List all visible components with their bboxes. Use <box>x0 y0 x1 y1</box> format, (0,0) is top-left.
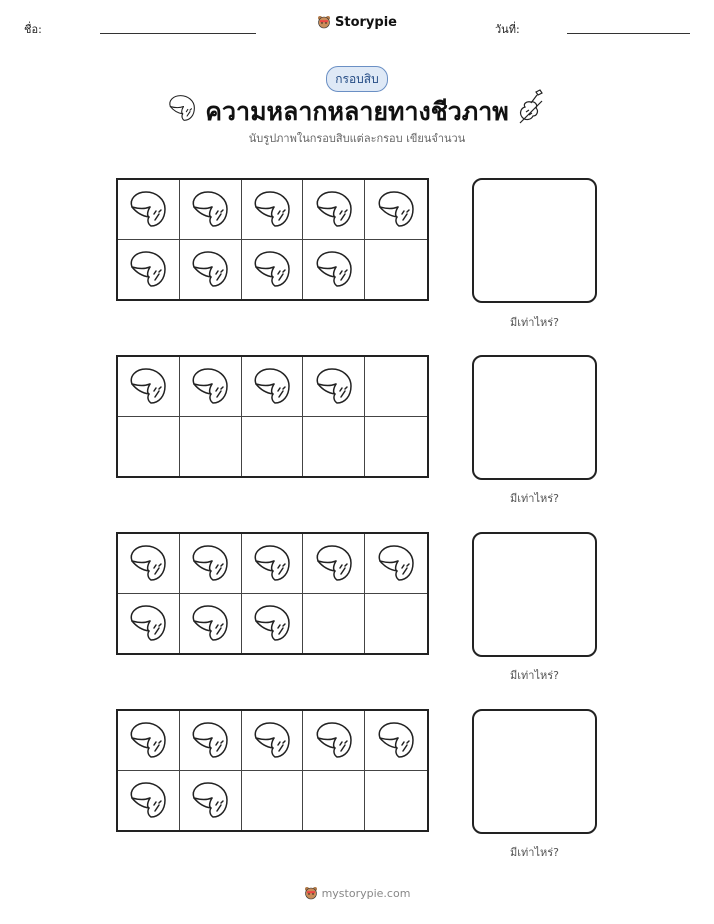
ten-frame-cell <box>242 711 304 771</box>
toucan-beak-icon <box>250 364 294 408</box>
how-many-label: มีเท่าไหร่? <box>510 316 559 329</box>
brand <box>0 14 714 33</box>
toucan-beak-icon <box>312 187 356 231</box>
bear-mascot-icon <box>317 15 331 29</box>
page-title: ความหลากหลายทางชีวภาพ <box>205 97 509 126</box>
ten-frame-cell <box>303 534 365 594</box>
answer-box[interactable] <box>472 532 597 657</box>
ten-frame-cell <box>303 711 365 771</box>
toucan-beak-icon <box>312 364 356 408</box>
toucan-beak-icon <box>250 601 294 645</box>
answer-box[interactable] <box>472 178 597 303</box>
toucan-beak-icon <box>374 541 418 585</box>
ten-frame-cell <box>180 711 242 771</box>
ten-frame <box>116 178 429 301</box>
ten-frame-cell <box>118 180 180 240</box>
ten-frame-cell <box>242 240 304 300</box>
footer <box>0 886 714 903</box>
toucan-beak-icon <box>374 187 418 231</box>
ten-frame-cell <box>303 594 365 654</box>
toucan-beak-icon <box>126 187 170 231</box>
date-line[interactable] <box>567 33 690 34</box>
ten-frame <box>116 532 429 655</box>
ten-frame-cell <box>365 417 427 477</box>
ten-frame-cell <box>303 771 365 831</box>
ten-frame-cell <box>180 534 242 594</box>
how-many-label: มีเท่าไหร่? <box>510 846 559 859</box>
ten-frame-cell <box>118 534 180 594</box>
how-many-label: มีเท่าไหร่? <box>510 669 559 682</box>
answer-box[interactable] <box>472 355 597 480</box>
toucan-beak-icon <box>312 541 356 585</box>
ten-frame-cell <box>118 711 180 771</box>
ten-frame-cell <box>303 417 365 477</box>
ten-frame-cell <box>303 180 365 240</box>
ten-frame-cell <box>180 417 242 477</box>
toucan-beak-icon <box>188 601 232 645</box>
violin-icon <box>516 89 546 125</box>
name-line[interactable] <box>100 33 256 34</box>
ten-frame-cell <box>365 771 427 831</box>
ten-frame-cell <box>118 357 180 417</box>
toucan-beak-icon <box>374 718 418 762</box>
toucan-beak-icon <box>188 187 232 231</box>
ten-frame-cell <box>365 594 427 654</box>
toucan-beak-icon <box>188 364 232 408</box>
ten-frame-cell <box>365 180 427 240</box>
topic-badge: กรอบสิบ <box>326 66 388 92</box>
toucan-beak-icon <box>250 541 294 585</box>
ten-frame-cell <box>365 534 427 594</box>
toucan-beak-icon <box>126 541 170 585</box>
date-label: วันที่: <box>495 23 520 36</box>
how-many-label: มีเท่าไหร่? <box>510 492 559 505</box>
ten-frame-cell <box>242 771 304 831</box>
footer-url: mystorypie.com <box>321 886 411 900</box>
toucan-beak-icon <box>126 778 170 822</box>
ten-frame-cell <box>365 240 427 300</box>
ten-frame-cell <box>180 771 242 831</box>
ten-frame-cell <box>118 594 180 654</box>
ten-frame <box>116 355 429 478</box>
toucan-beak-icon <box>126 364 170 408</box>
bear-mascot-icon <box>304 886 318 900</box>
toucan-beak-icon <box>312 718 356 762</box>
ten-frame-cell <box>242 180 304 240</box>
toucan-beak-icon <box>250 187 294 231</box>
instructions: นับรูปภาพในกรอบสิบแต่ละกรอบ เขียนจำนวน <box>248 132 466 145</box>
ten-frame-cell <box>242 417 304 477</box>
name-label: ชื่อ: <box>24 23 42 36</box>
ten-frame-cell <box>118 240 180 300</box>
ten-frame-cell <box>365 711 427 771</box>
toucan-beak-icon <box>188 718 232 762</box>
toucan-beak-icon <box>126 601 170 645</box>
toucan-beak-icon <box>188 541 232 585</box>
ten-frame-cell <box>180 357 242 417</box>
ten-frame-cell <box>242 534 304 594</box>
answer-box[interactable] <box>472 709 597 834</box>
ten-frame-cell <box>303 240 365 300</box>
ten-frame-cell <box>180 180 242 240</box>
toucan-beak-icon <box>126 247 170 291</box>
ten-frame-cell <box>242 594 304 654</box>
ten-frame-cell <box>118 417 180 477</box>
ten-frame-cell <box>180 594 242 654</box>
ten-frame-cell <box>303 357 365 417</box>
ten-frame-cell <box>118 771 180 831</box>
ten-frame-cell <box>180 240 242 300</box>
toucan-beak-icon <box>250 718 294 762</box>
toucan-beak-icon <box>188 778 232 822</box>
toucan-beak-icon <box>312 247 356 291</box>
toucan-beak-icon <box>250 247 294 291</box>
toucan-beak-icon <box>188 247 232 291</box>
toucan-beak-icon <box>126 718 170 762</box>
ten-frame-cell <box>365 357 427 417</box>
brand-name: Storypie <box>335 14 397 30</box>
ten-frame-cell <box>242 357 304 417</box>
ten-frame <box>116 709 429 832</box>
